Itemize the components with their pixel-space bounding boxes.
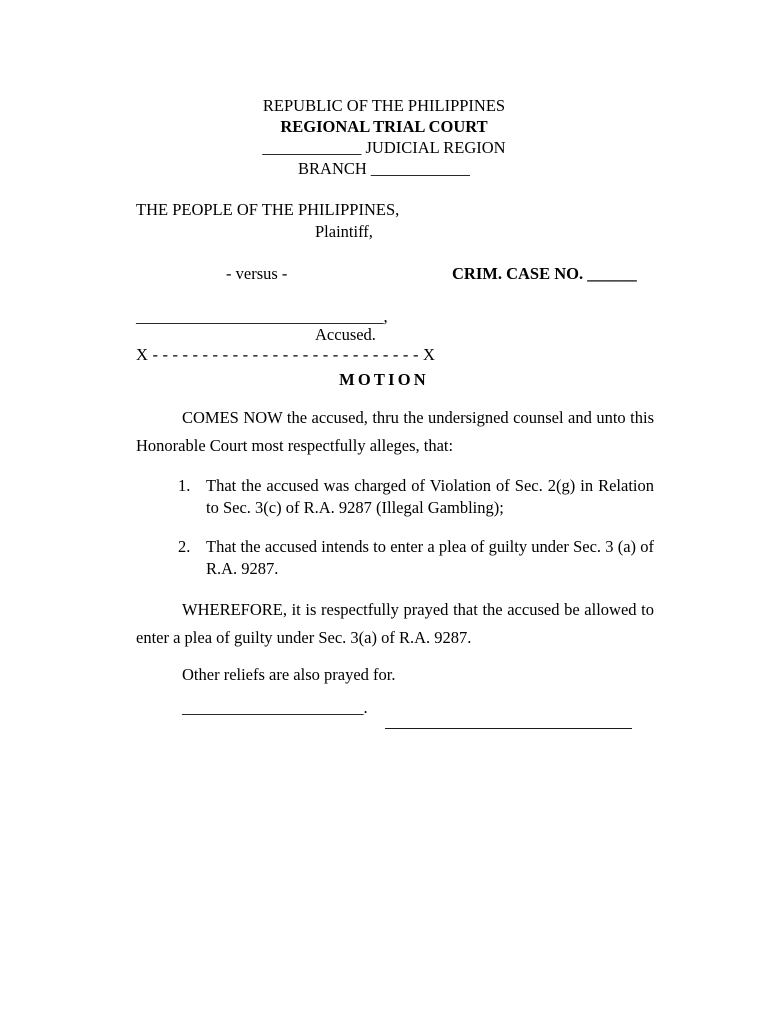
signature-block: [385, 728, 635, 729]
place-date-blank: ______________________.: [182, 697, 368, 717]
allegation-item: [136, 536, 654, 580]
criminal-case-number: CRIM. CASE NO. ______: [452, 264, 637, 283]
header-republic: REPUBLIC OF THE PHILIPPINES: [262, 96, 506, 115]
motion-body: [136, 404, 654, 721]
header-branch: BRANCH ____________: [298, 158, 470, 178]
accused-name-blank: ______________________________,: [136, 306, 388, 326]
header-court-name: REGIONAL TRIAL COURT: [280, 116, 488, 136]
allegation-number: 2.: [178, 537, 191, 557]
prayer-paragraph: WHEREFORE, it is respectfully prayed that the accused be allowed to enter a plea of guilty under Sec. 3(a) of R.A. 9287.: [136, 599, 654, 648]
versus-label: - versus -: [226, 264, 288, 283]
opening-paragraph: COMES NOW the accused, thru the undersigned counsel and unto this Honorable Court most respectfully alleges, that:: [136, 408, 654, 456]
header-judicial-region: ____________ JUDICIAL REGION: [262, 137, 506, 157]
caption-separator: X - - - - - - - - - - - - - - - - - - - - - - - - - - - X: [136, 344, 436, 364]
allegation-item: [136, 475, 654, 519]
court-header: [0, 96, 768, 180]
accused-role: Accused.: [315, 325, 376, 344]
allegation-number: 1.: [178, 475, 191, 495]
allegation-text: That the accused was charged of Violation of Sec. 2(g) in Relation to Sec. 3(c) of R.A. 9287 (Illegal Gambling);: [206, 475, 654, 517]
motion-title: MOTION: [339, 370, 429, 389]
signature-line: [385, 728, 632, 729]
plaintiff-role: Plaintiff,: [315, 221, 373, 241]
versus-row: [136, 266, 656, 283]
case-caption: [136, 202, 656, 363]
allegation-text: That the accused intends to enter a plea of guilty under Sec. 3 (a) of R.A. 9287.: [206, 537, 654, 579]
allegations-list: [136, 475, 654, 580]
other-reliefs-paragraph: Other reliefs are also prayed for.: [182, 664, 396, 684]
plaintiff-name: THE PEOPLE OF THE PHILIPPINES,: [136, 200, 400, 219]
